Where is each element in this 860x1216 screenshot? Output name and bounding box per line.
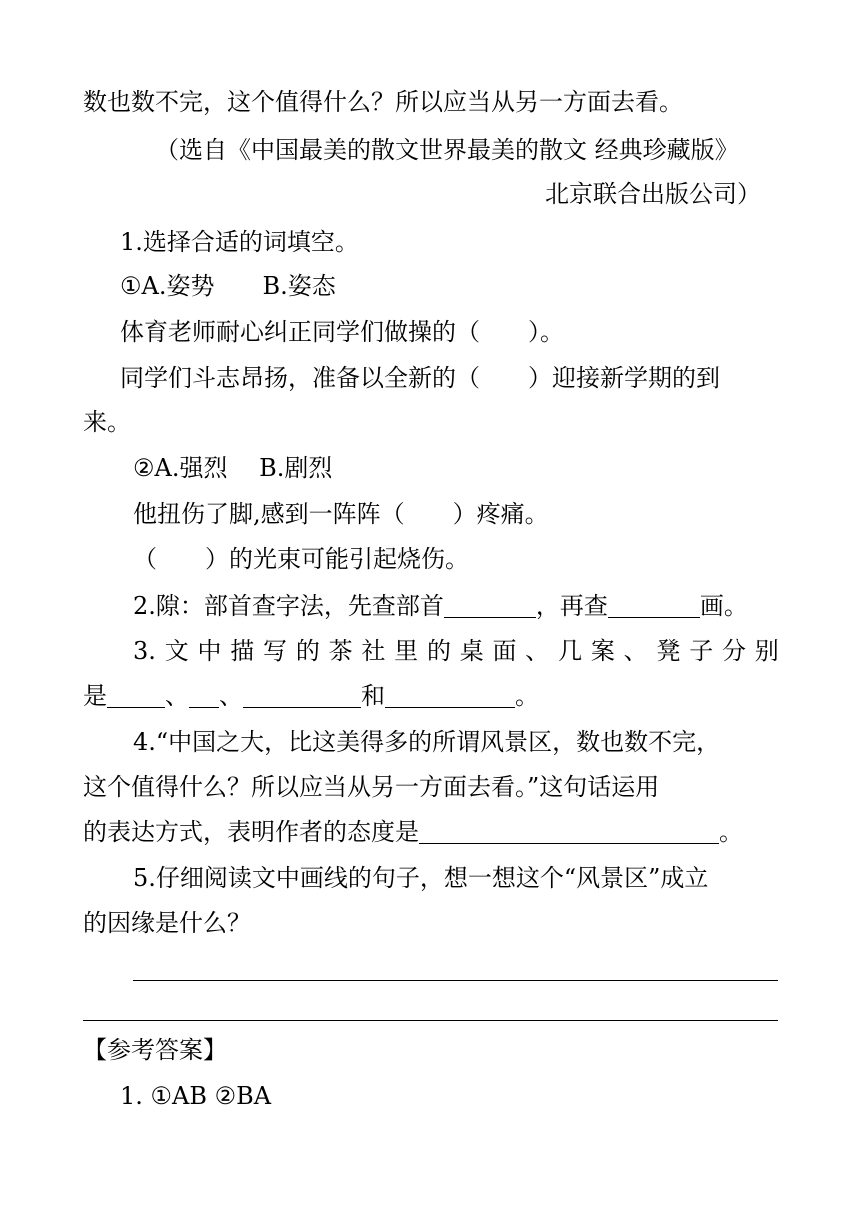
q3-text: 是 xyxy=(83,682,107,710)
q3-char: 茶 xyxy=(328,637,353,665)
q3-char: 分 xyxy=(721,637,746,665)
sentence-text: ）。 xyxy=(528,318,564,346)
sentence-text: 体育老师耐心纠正同学们做操的（ xyxy=(120,318,480,346)
q1-group1-options: ①A.姿势 B.姿态 xyxy=(120,272,336,300)
q5-line2: 的因缘是什么？ xyxy=(83,909,251,937)
q3-char: 社 xyxy=(361,637,386,665)
sentence-text: ）的光束可能引起烧伤。 xyxy=(205,545,469,573)
q4-line3 xyxy=(83,816,743,848)
q1-group2-options: ②A.强烈 B.剧烈 xyxy=(133,454,333,482)
q3-line2 xyxy=(83,680,539,712)
q3-sep: 、 xyxy=(219,682,243,710)
answer-blank[interactable] xyxy=(419,819,719,844)
source-citation-line2: 北京联合出版公司） xyxy=(545,180,761,208)
q3-char: 别 xyxy=(754,637,779,665)
q5-line1: 5.仔细阅读文中画线的句子，想一想这个“风景区”成立 xyxy=(133,864,709,892)
q5-answer-line[interactable] xyxy=(133,980,778,981)
q4-line2: 这个值得什么？所以应当从另一方面去看。”这句话运用 xyxy=(83,773,660,801)
sentence-text: ）疼痛。 xyxy=(452,500,549,528)
q4-end: 。 xyxy=(719,818,743,846)
q3-char: 子 xyxy=(689,637,714,665)
q3-char: 写 xyxy=(263,637,288,665)
q3-sep: 、 xyxy=(165,682,189,710)
q1-group2-sentence2 xyxy=(133,543,469,575)
q1-group1-sentence1 xyxy=(120,316,564,348)
q2-text-a: 2.隙：部首查字法，先查部首 xyxy=(133,592,444,620)
passage-tail: 数也数不完，这个值得什么？所以应当从另一方面去看。 xyxy=(83,88,683,116)
sentence-text: 同学们斗志昂扬，准备以全新的（ xyxy=(120,364,480,392)
q3-char: 的 xyxy=(295,637,320,665)
sentence-text: 他扭伤了脚,感到一阵阵（ xyxy=(133,500,405,528)
q3-char: 、 xyxy=(525,637,550,665)
q3-and: 和 xyxy=(361,682,385,710)
answer-blank[interactable] xyxy=(608,593,700,618)
answer-blank[interactable] xyxy=(243,683,361,708)
sentence-text: ）迎接新学期的到 xyxy=(528,364,720,392)
q3-char: 案 xyxy=(590,637,615,665)
q4-line1: 4.“中国之大，比这美得多的所谓风景区，数也数不完， xyxy=(133,728,721,756)
q3-char: 几 xyxy=(558,637,583,665)
q3-char: 描 xyxy=(230,637,255,665)
section-divider xyxy=(83,1020,778,1021)
q3-line1 xyxy=(133,635,779,667)
q2-line xyxy=(133,590,748,622)
q4-text: 的表达方式，表明作者的态度是 xyxy=(83,818,419,846)
answer-blank[interactable] xyxy=(444,593,536,618)
q3-char: 3. xyxy=(133,637,156,665)
q3-char: 桌 xyxy=(459,637,484,665)
q3-char: 凳 xyxy=(656,637,681,665)
source-citation-line1: （选自《中国最美的散文世界最美的散文 经典珍藏版》 xyxy=(155,136,739,164)
q1-prompt: 1.选择合适的词填空。 xyxy=(120,228,359,256)
answers-heading: 【参考答案】 xyxy=(83,1036,227,1064)
q2-text-c: 画。 xyxy=(699,592,748,620)
q3-end: 。 xyxy=(515,682,539,710)
answer-blank[interactable] xyxy=(385,683,515,708)
q3-char: 、 xyxy=(623,637,648,665)
q3-char: 里 xyxy=(394,637,419,665)
q3-char: 中 xyxy=(197,637,222,665)
q1-group1-sentence2-cont: 来。 xyxy=(83,408,131,436)
q3-char: 文 xyxy=(164,637,189,665)
answer-blank[interactable] xyxy=(107,683,165,708)
answer-blank[interactable] xyxy=(189,683,219,708)
q3-char: 面 xyxy=(492,637,517,665)
q3-char: 的 xyxy=(426,637,451,665)
sentence-text: （ xyxy=(133,545,157,573)
answer-1: 1. ①AB ②BA xyxy=(120,1082,272,1110)
q2-text-b: ，再查 xyxy=(535,592,608,620)
q1-group2-sentence1 xyxy=(133,498,549,530)
q1-group1-sentence2 xyxy=(120,362,720,394)
